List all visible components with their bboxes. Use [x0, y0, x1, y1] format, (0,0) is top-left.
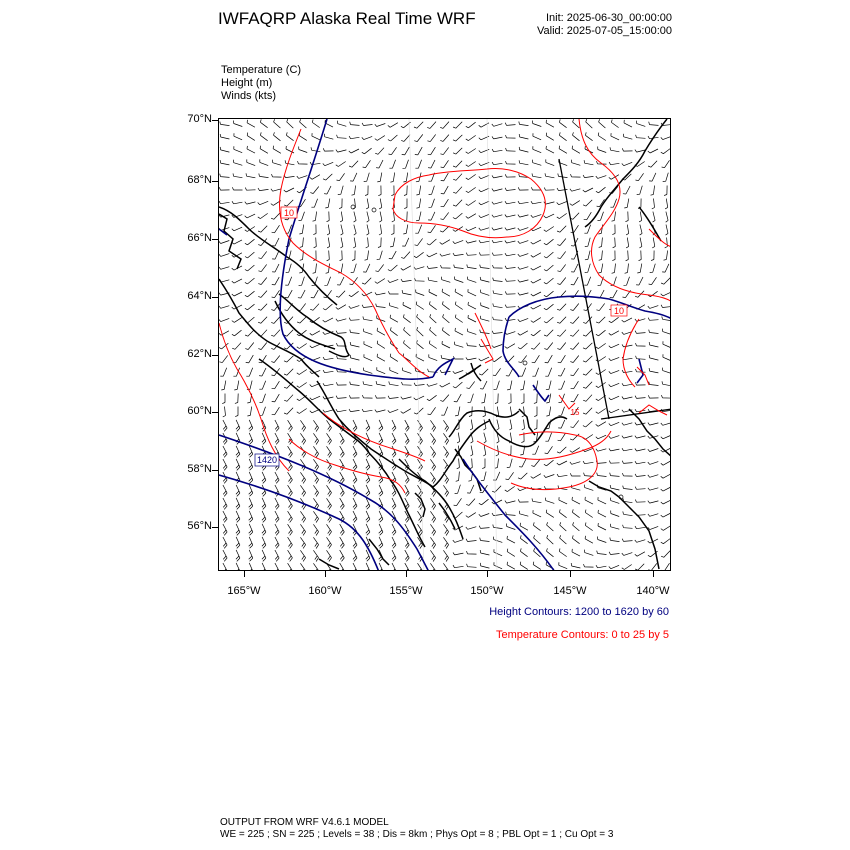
lon-label-145: 145°W	[553, 585, 587, 597]
temp-label-b: 10	[613, 306, 625, 316]
lat-label-70: 70°N	[187, 113, 212, 125]
footer-line-1: OUTPUT FROM WRF V4.6.1 MODEL	[220, 817, 389, 828]
temperature-contours-note: Temperature Contours: 0 to 25 by 5	[495, 629, 669, 641]
lat-label-60: 60°N	[187, 405, 212, 417]
temp-label-c: 15	[570, 408, 580, 417]
init-time: Init: 2025-06-30_00:00:00	[546, 12, 672, 24]
footer-line-2: WE = 225 ; SN = 225 ; Levels = 38 ; Dis = 8km ; Phys Opt = 8 ; PBL Opt = 1 ; Cu Opt = 3	[220, 829, 614, 840]
legend-height: Height (m)	[221, 77, 273, 89]
contour-label-temp-c	[571, 408, 580, 417]
boundary-lines	[559, 159, 671, 419]
wind-barbs	[219, 119, 671, 571]
height-contours-note: Height Contours: 1200 to 1620 by 60	[489, 606, 669, 618]
run-times	[537, 12, 672, 38]
legend-temperature: Temperature (C)	[221, 64, 302, 76]
lat-label-58: 58°N	[187, 463, 212, 475]
lat-label-64: 64°N	[187, 290, 212, 302]
calm-wind-markers	[351, 205, 623, 499]
lon-tick	[325, 571, 326, 577]
lon-tick	[570, 571, 571, 577]
map-canvas[interactable]	[219, 119, 671, 571]
model-footer	[220, 817, 613, 841]
height-label-a: 1420	[256, 455, 278, 465]
lon-tick	[244, 571, 245, 577]
lon-tick	[653, 571, 654, 577]
lon-label-150: 150°W	[470, 585, 504, 597]
lon-tick	[406, 571, 407, 577]
lat-label-62: 62°N	[187, 348, 212, 360]
lon-label-140: 140°W	[636, 585, 670, 597]
field-legend	[221, 64, 301, 103]
lon-label-160: 160°W	[308, 585, 342, 597]
lat-label-66: 66°N	[187, 232, 212, 244]
legend-winds: Winds (kts)	[221, 90, 276, 102]
contour-label-temp-a	[281, 207, 297, 218]
temp-label-a: 10	[283, 208, 295, 218]
contour-label-temp-b	[611, 305, 627, 316]
valid-time: Valid: 2025-07-05_15:00:00	[537, 25, 672, 37]
contour-label-height-a	[255, 454, 279, 466]
lat-label-68: 68°N	[187, 174, 212, 186]
coastline	[219, 119, 671, 569]
lat-label-56: 56°N	[187, 520, 212, 532]
lon-tick	[487, 571, 488, 577]
map-title: IWFAQRP Alaska Real Time WRF	[218, 9, 476, 28]
lon-label-165: 165°W	[227, 585, 261, 597]
lon-label-155: 155°W	[389, 585, 423, 597]
wind-barb-field	[219, 119, 671, 571]
map-panel[interactable]	[218, 118, 671, 571]
